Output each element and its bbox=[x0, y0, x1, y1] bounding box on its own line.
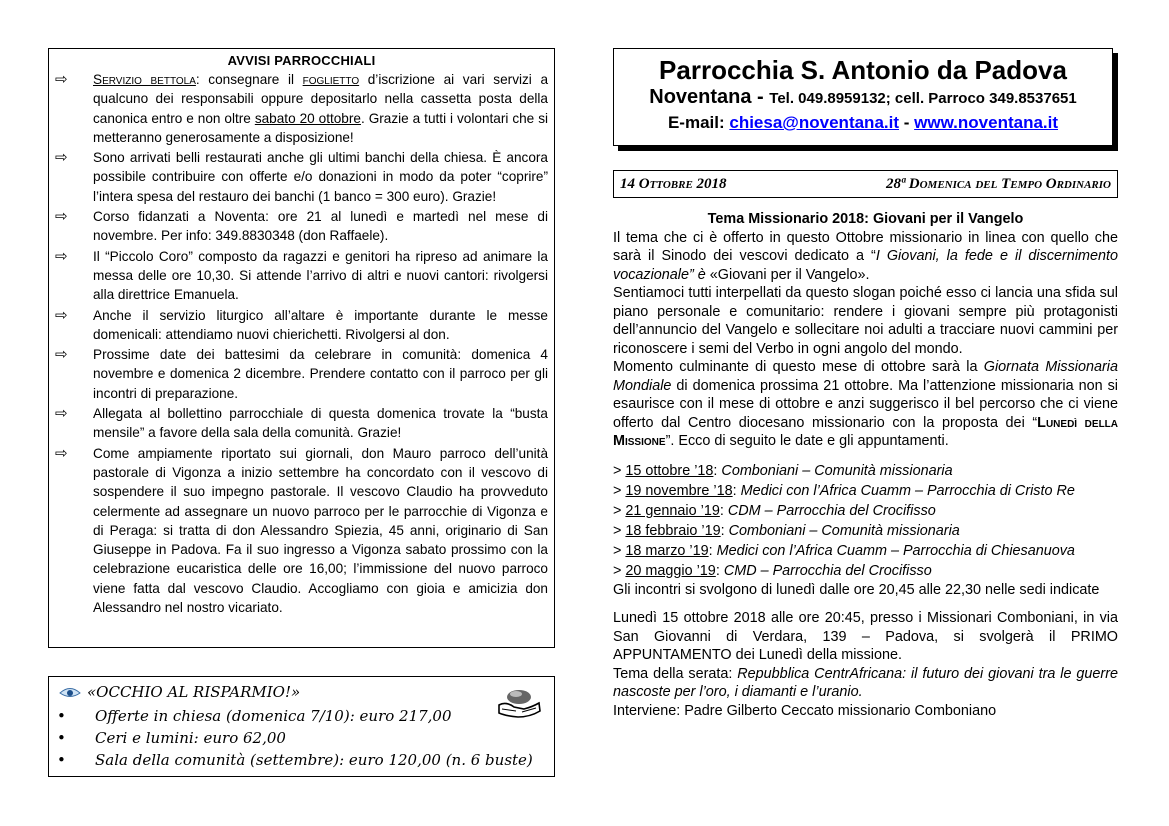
avviso-item bbox=[55, 345, 548, 403]
phone-numbers: Tel. 049.8959132; cell. Parroco 349.8537651 bbox=[769, 90, 1077, 107]
town-name: Noventana - bbox=[649, 86, 770, 108]
arrow-icon: ⇨ bbox=[55, 306, 68, 324]
risparmio-box bbox=[48, 676, 555, 777]
avvisi-title: AVVISI PARROCCHIALI bbox=[227, 53, 376, 68]
schedule-item: > 21 gennaio ’19: CDM – Parrocchia del Crocifisso bbox=[613, 502, 936, 519]
website-link[interactable]: www.noventana.it bbox=[914, 113, 1059, 132]
arrow-icon: ⇨ bbox=[55, 346, 68, 364]
arrow-icon: ⇨ bbox=[55, 208, 68, 226]
paragraph: Gli incontri si svolgono di lunedì dalle ore 20,45 alle 22,30 nelle sedi indicate bbox=[613, 581, 1100, 598]
paragraph: Momento culminante di questo mese di ottobre sarà la Giornata Missionaria Mondiale di domenica prossima 21 ottobre. Ma l’attenzione missionaria non si esaurisce con il mese di ottobre e anzi suggerisco il bel percorso che ci viene offerto dal Centro diocesano missionario con la proposta dei “Lunedì della Missione”. Ecco di seguito le date e gli appuntamenti. bbox=[613, 359, 1119, 449]
paragraph: Il tema che ci è offerto in questo Ottobre missionario in linea con quello che sarà il Sinodo dei vescovi dedicato a “I Giovani, la fede e il discernimento vocazionale” è «Giovani per il Vangelo». bbox=[613, 229, 1119, 283]
masthead bbox=[613, 48, 1113, 146]
bullet-icon: • bbox=[57, 751, 66, 769]
avviso-text: Allegata al bollettino parrocchiale di questa domenica trovate la “busta mensile” a favore della sala della comunità. Grazie! bbox=[93, 406, 548, 441]
date-bar bbox=[613, 170, 1118, 198]
avviso-item bbox=[55, 70, 548, 147]
arrow-icon: ⇨ bbox=[55, 405, 68, 423]
arrow-icon: ⇨ bbox=[55, 71, 68, 88]
list-item: • Offerte in chiesa (domenica 7/10): euro 217,00 bbox=[57, 707, 452, 725]
issue-date: 14 Ottobre 2018 bbox=[620, 176, 727, 192]
avvisi-box bbox=[48, 48, 555, 648]
schedule-item: > 18 marzo ’19: Medici con l’Africa Cuamm – Parrocchia di Chiesanuova bbox=[613, 542, 1075, 559]
avviso-item bbox=[55, 444, 548, 618]
list-item: • Sala della comunità (settembre): euro 120,00 (n. 6 buste) bbox=[57, 751, 533, 769]
eye-icon bbox=[59, 687, 81, 699]
arrow-icon: ⇨ bbox=[55, 149, 68, 167]
main-article bbox=[613, 210, 1118, 720]
paragraph: Interviene: Padre Gilberto Ceccato missionario Comboniano bbox=[613, 702, 997, 719]
email-link[interactable]: chiesa@noventana.it bbox=[729, 113, 900, 132]
schedule-item: > 20 maggio ’19: CMD – Parrocchia del Crocifisso bbox=[613, 562, 932, 579]
schedule-item: > 15 ottobre ’18: Comboniani – Comunità missionaria bbox=[613, 462, 953, 479]
bullet-icon: • bbox=[57, 707, 66, 725]
avviso-text: Prossime date dei battesimi da celebrare in comunità: domenica 4 novembre e domenica 2 dicembre. Prendere contatto con il parroco per gli incontri di preparazione. bbox=[93, 347, 548, 401]
avviso-highlight: sabato 20 ottobre bbox=[254, 110, 361, 126]
contact-line bbox=[614, 85, 1112, 111]
parish-name: Parrocchia S. Antonio da Padova bbox=[659, 55, 1067, 85]
liturgical-sunday: 28ª Domenica del Tempo Ordinario bbox=[886, 176, 1111, 192]
avviso-highlight: foglietto bbox=[302, 72, 360, 87]
avviso-item bbox=[55, 148, 548, 206]
avviso-text: d’iscrizione ai vari servizi a qualcuno dei responsabili oppure depositarlo nella cassetta posta della canonica entro e non oltre bbox=[93, 72, 549, 126]
bullet-icon: • bbox=[57, 729, 66, 747]
risparmio-list bbox=[49, 705, 554, 771]
avviso-text: : consegnare il bbox=[195, 72, 303, 87]
avviso-text: Corso fidanzati a Noventa: ore 21 al lunedì e martedì nel mese di novembre. Per info: 349.8830348 (don Raffaele). bbox=[93, 209, 548, 244]
avviso-item bbox=[55, 404, 548, 443]
schedule-item: > 18 febbraio ’19: Comboniani – Comunità missionaria bbox=[613, 522, 960, 539]
avviso-highlight: Servizio bettola bbox=[93, 72, 196, 87]
avviso-text: Il “Piccolo Coro” composto da ragazzi e genitori ha ripreso ad animare la messa delle ore 10,30. Si attende l’arrivo di altri e nuovi cantori: rivolgersi alla direttrice Emanuela. bbox=[93, 248, 548, 303]
schedule-list bbox=[613, 461, 1118, 581]
schedule-item: > 19 novembre ’18: Medici con l’Africa Cuamm – Parrocchia di Cristo Re bbox=[613, 482, 1075, 499]
list-item: • Ceri e lumini: euro 62,00 bbox=[57, 729, 286, 747]
avviso-text: Anche il servizio liturgico all’altare è importante durante le messe domenicali: attendiamo nuovi chierichetti. Rivolgersi al don. bbox=[93, 307, 548, 342]
arrow-icon: ⇨ bbox=[55, 247, 68, 265]
web-line: E-mail: chiesa@noventana.it - www.noventana.it bbox=[667, 113, 1059, 132]
paragraph: Tema della serata: Repubblica CentrAfricana: il futuro dei giovani tra le guerre nascoste per l’oro, i diamanti e l’uranio. bbox=[613, 665, 1118, 700]
left-column bbox=[48, 48, 555, 648]
avviso-text: Come ampiamente riportato sui giornali, don Mauro parroco dell’unità pastorale di Vigonza a inizio settembre ha concordato con il vescovo di sospendere il suo impegno pastorale. Il vescovo Claudio ha provveduto celermente ad assegnare un nuovo parroco per le parrocchie di Vigonza e di Peraga: si tratta di don Alessandro Spiezia, 45 anni, originario di San Giuseppe in Padova. Fa il suo ingresso a Vigonza sabato prossimo con la celebrazione eucaristica delle ore 16,00; l’immissione del nuovo parroco viene fatta dal vescovo Claudio. Accogliamo con gioia e amicizia don Alessandro nel nostro vicariato. bbox=[93, 445, 548, 616]
right-column bbox=[613, 48, 1119, 719]
avviso-item bbox=[55, 306, 548, 345]
avviso-text: Sono arrivati belli restaurati anche gli ultimi banchi della chiesa. È ancora possibile contribuire con offerte e/o donazioni in modo da poter “coprire” l’intera spesa del restauro dei banchi (1 banco = 300 euro). Grazie! bbox=[93, 150, 548, 204]
article-title: Tema Missionario 2018: Giovani per il Vangelo bbox=[707, 211, 1024, 227]
avviso-item bbox=[55, 207, 548, 246]
paragraph: Lunedì 15 ottobre 2018 alle ore 20:45, presso i Missionari Comboniani, in via San Giovanni di Verdara, 139 – Padova, si svolgerà il PRIMO APPUNTAMENTO dei Lunedì della missione. bbox=[613, 610, 1118, 663]
paragraph: Sentiamoci tutti interpellati da questo slogan poiché esso ci lancia una sfida sul piano personale e comunitario: rendere i giovani sempre più protagonisti dell’annuncio del Vangelo e sollecitare noi adulti a tracciare nuovi cammini per riconoscere i semi del Verbo in ogni angolo del mondo. bbox=[613, 285, 1118, 357]
risparmio-title: «OCCHIO AL RISPARMIO!» bbox=[87, 683, 301, 701]
avviso-text: . Grazie a tutti i volontari che si metteranno generosamente a disposizione! bbox=[93, 110, 549, 145]
avviso-item bbox=[55, 247, 548, 305]
arrow-icon: ⇨ bbox=[55, 444, 68, 462]
